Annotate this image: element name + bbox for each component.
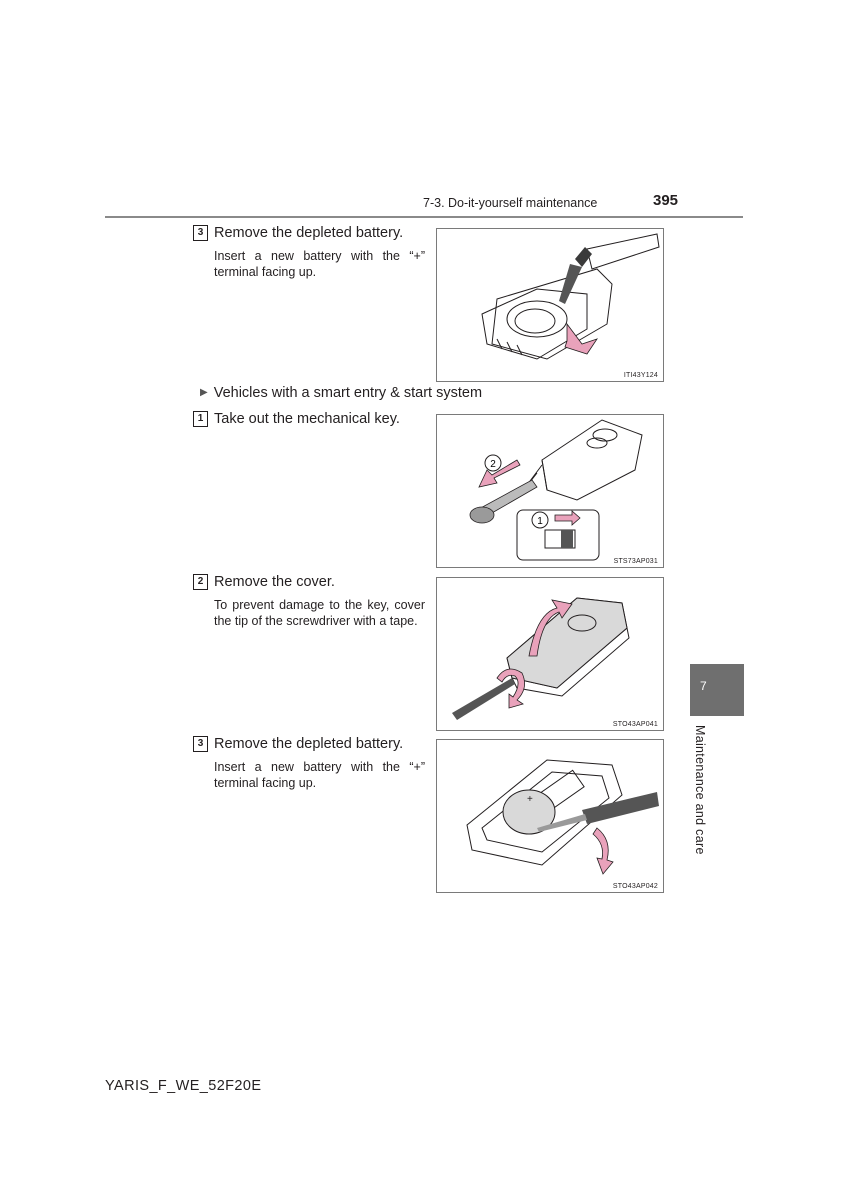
- step-description: Insert a new battery with the “+” terminal facing up.: [214, 249, 425, 279]
- chapter-number: 7: [700, 679, 707, 693]
- figure-mechanical-key: [436, 414, 664, 568]
- header-divider: [105, 216, 743, 218]
- step-title: Take out the mechanical key.: [214, 411, 400, 427]
- step-number: 3: [193, 225, 208, 241]
- step-title: Remove the depleted battery.: [214, 225, 404, 241]
- step-number: 1: [193, 411, 208, 427]
- step-description: Insert a new battery with the “+” terminal facing up.: [214, 760, 425, 790]
- subsection-heading: [200, 385, 482, 401]
- figure-code: STO43AP042: [612, 883, 658, 890]
- mechanical-key-illustration: [437, 415, 663, 567]
- step-number: 3: [193, 736, 208, 752]
- figure-battery-removal-smart: [436, 739, 664, 893]
- chapter-tab: [690, 664, 744, 716]
- subsection-heading-text: Vehicles with a smart entry & start system: [213, 385, 483, 401]
- callout-2-label: 2: [490, 459, 496, 470]
- step-title: Remove the depleted battery.: [214, 736, 404, 752]
- step-description: To prevent damage to the key, cover the tip of the screwdriver with a tape.: [214, 598, 425, 628]
- battery-removal-smart-illustration: [437, 740, 663, 892]
- figure-code: STS73AP031: [613, 558, 658, 565]
- page-number: 395: [653, 192, 679, 209]
- step-title: Remove the cover.: [214, 574, 335, 590]
- chapter-label: Maintenance and care: [693, 725, 707, 855]
- document-code: YARIS_F_WE_52F20E: [105, 1078, 262, 1094]
- section-title: 7-3. Do-it-yourself maintenance: [423, 196, 598, 210]
- figure-cover-removal: [436, 577, 664, 731]
- figure-battery-removal: [436, 228, 664, 382]
- figure-code: ITI43Y124: [623, 372, 658, 379]
- callout-1-label: 1: [537, 516, 543, 527]
- figure-code: STO43AP041: [612, 721, 658, 728]
- battery-plus-icon: +: [527, 794, 533, 805]
- triangle-bullet-icon: ▶: [200, 387, 208, 398]
- step-number: 2: [193, 574, 208, 590]
- cover-removal-illustration: [437, 578, 663, 730]
- battery-removal-illustration: [437, 229, 663, 381]
